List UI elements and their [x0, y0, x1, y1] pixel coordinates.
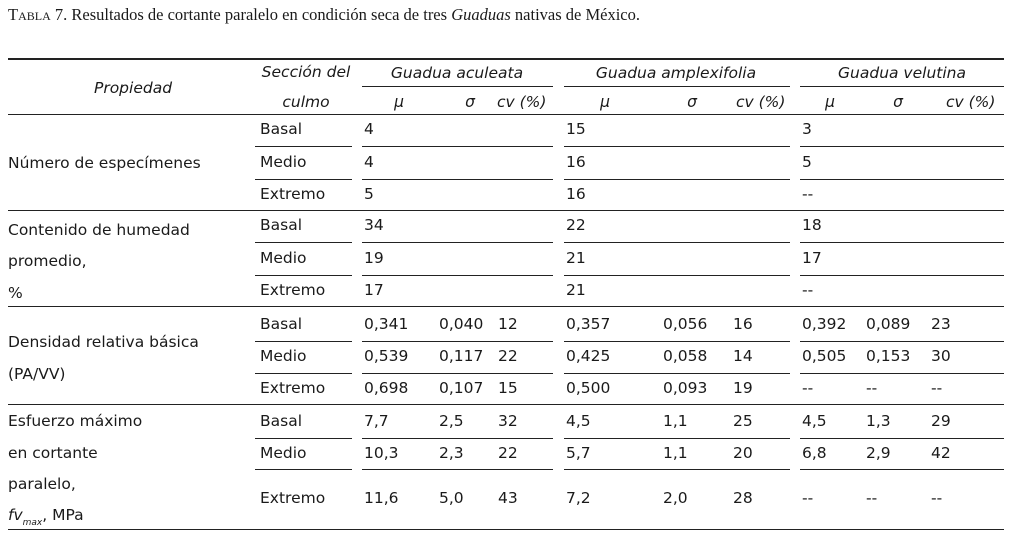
species-underline — [800, 86, 1004, 87]
row-divider — [255, 146, 352, 147]
row-divider — [362, 242, 553, 243]
table-cell-value: 16 — [566, 153, 586, 171]
row-divider — [362, 341, 553, 342]
table-cell-value: 43 — [498, 489, 518, 507]
section-label: Extremo — [260, 281, 326, 299]
section-label: Basal — [260, 120, 303, 138]
property-unit-label — [8, 508, 84, 528]
table-cell-value: 0,107 — [439, 379, 484, 397]
header-stat-label: σ — [893, 93, 903, 111]
section-label: Basal — [260, 315, 303, 333]
table-cell-value: 32 — [498, 412, 518, 430]
row-divider — [255, 179, 352, 180]
table-cell-value: 1,3 — [866, 412, 891, 430]
row-divider — [564, 242, 790, 243]
row-divider — [564, 438, 790, 439]
header-stat-label: cv (%) — [497, 93, 547, 111]
table-cell-value: 22 — [498, 347, 518, 365]
table-cell-value: 29 — [931, 412, 951, 430]
header-stat-label: σ — [465, 93, 475, 111]
table-cell-value: -- — [802, 281, 814, 299]
header-stat-label: cv (%) — [946, 93, 996, 111]
property-label: Contenido de humedad — [8, 221, 190, 239]
table-cell-value: 0,056 — [663, 315, 708, 333]
table-cell-value: 5 — [364, 185, 374, 203]
row-divider — [255, 373, 352, 374]
header-bottom-rule — [8, 114, 1004, 115]
table-cell-value: 14 — [733, 347, 753, 365]
table-cell-value: -- — [866, 489, 878, 507]
table-cell-value: 0,539 — [364, 347, 409, 365]
table-cell-value: 17 — [802, 249, 822, 267]
table-cell-value: 0,500 — [566, 379, 611, 397]
group-divider — [8, 306, 1004, 307]
table-cell-value: 7,7 — [364, 412, 389, 430]
table-cell-value: 2,0 — [663, 489, 688, 507]
table-cell-value: 0,505 — [802, 347, 847, 365]
property-label: (PA/VV) — [8, 365, 66, 383]
table-cell-value: 0,153 — [866, 347, 911, 365]
table-cell-value: -- — [931, 379, 943, 397]
table-cell-value: 4,5 — [802, 412, 827, 430]
row-divider — [564, 179, 790, 180]
group-divider — [8, 210, 1004, 211]
section-label: Medio — [260, 444, 307, 462]
header-stat-label: σ — [687, 93, 697, 111]
caption-label: Tabla 7. — [8, 5, 68, 24]
table-cell-value: 5 — [802, 153, 812, 171]
header-species-aculeata: Guadua aculeata — [390, 64, 524, 82]
section-label: Extremo — [260, 379, 326, 397]
table-cell-value: 23 — [931, 315, 951, 333]
table-cell-value: 19 — [733, 379, 753, 397]
row-divider — [362, 179, 553, 180]
row-divider — [255, 242, 352, 243]
table-cell-value: 5,7 — [566, 444, 591, 462]
caption-text-end: nativas de México. — [514, 5, 640, 24]
table-cell-value: 4 — [364, 153, 374, 171]
table-cell-value: 3 — [802, 120, 812, 138]
row-divider — [564, 146, 790, 147]
table-cell-value: -- — [931, 489, 943, 507]
row-divider — [564, 341, 790, 342]
table-cell-value: 10,3 — [364, 444, 399, 462]
row-divider — [564, 373, 790, 374]
property-label: promedio, — [8, 252, 87, 270]
section-label: Basal — [260, 412, 303, 430]
table-cell-value: 5,0 — [439, 489, 464, 507]
table-cell-value: 0,392 — [802, 315, 847, 333]
table-cell-value: 1,1 — [663, 444, 688, 462]
table-cell-value: 21 — [566, 249, 586, 267]
table-top-rule — [8, 58, 1004, 60]
row-divider — [800, 373, 1004, 374]
table-cell-value: -- — [802, 185, 814, 203]
table-cell-value: 2,9 — [866, 444, 891, 462]
table-cell-value: 7,2 — [566, 489, 591, 507]
property-label: % — [8, 284, 23, 302]
header-species-amplexifolia: Guadua amplexifolia — [595, 64, 757, 82]
table-cell-value: 0,698 — [364, 379, 409, 397]
table-cell-value: 0,058 — [663, 347, 708, 365]
table-cell-value: 4,5 — [566, 412, 591, 430]
property-label: paralelo, — [8, 475, 76, 493]
table-cell-value: 0,341 — [364, 315, 409, 333]
property-symbol-subscript: max — [22, 518, 43, 528]
header-species-velutina: Guadua velutina — [838, 64, 966, 82]
header-property: Propiedad — [93, 79, 173, 97]
table-cell-value: 17 — [364, 281, 384, 299]
row-divider — [800, 438, 1004, 439]
table-cell-value: 0,425 — [566, 347, 611, 365]
row-divider — [800, 179, 1004, 180]
table-cell-value: 2,5 — [439, 412, 464, 430]
property-symbol: fv — [8, 506, 23, 524]
row-divider — [564, 469, 790, 470]
table-cell-value: 0,040 — [439, 315, 484, 333]
property-label: en cortante — [8, 444, 98, 462]
row-divider — [800, 469, 1004, 470]
section-label: Medio — [260, 347, 307, 365]
table-cell-value: 0,093 — [663, 379, 708, 397]
row-divider — [800, 242, 1004, 243]
header-stat-label: μ — [825, 93, 835, 111]
table-cell-value: 16 — [566, 185, 586, 203]
table-cell-value: 6,8 — [802, 444, 827, 462]
species-underline — [362, 86, 553, 87]
section-label: Medio — [260, 249, 307, 267]
table-cell-value: 30 — [931, 347, 951, 365]
table-cell-value: 0,089 — [866, 315, 911, 333]
row-divider — [564, 275, 790, 276]
table-cell-value: 25 — [733, 412, 753, 430]
table-cell-value: 16 — [733, 315, 753, 333]
row-divider — [800, 341, 1004, 342]
header-stat-label: μ — [394, 93, 404, 111]
table-cell-value: 11,6 — [364, 489, 399, 507]
table-cell-value: -- — [802, 379, 814, 397]
section-label: Extremo — [260, 185, 326, 203]
table-cell-value: 21 — [566, 281, 586, 299]
caption-italic: Guaduas — [451, 5, 511, 24]
header-stat-label: μ — [600, 93, 610, 111]
row-divider — [362, 373, 553, 374]
section-label: Extremo — [260, 489, 326, 507]
table-cell-value: 1,1 — [663, 412, 688, 430]
table-cell-value: 0,117 — [439, 347, 484, 365]
table-cell-value: 18 — [802, 216, 822, 234]
table-cell-value: 22 — [498, 444, 518, 462]
header-section-line1: Sección del — [261, 63, 351, 81]
row-divider — [255, 469, 352, 470]
property-label: Densidad relativa básica — [8, 333, 199, 351]
table-bottom-rule — [8, 529, 1004, 530]
row-divider — [362, 469, 553, 470]
property-label: Esfuerzo máximo — [8, 412, 143, 430]
property-label: Número de especímenes — [8, 154, 201, 172]
table-cell-value: 4 — [364, 120, 374, 138]
row-divider — [362, 438, 553, 439]
row-divider — [800, 146, 1004, 147]
row-divider — [800, 275, 1004, 276]
row-divider — [362, 275, 553, 276]
section-label: Basal — [260, 216, 303, 234]
caption-text: Resultados de cortante paralelo en condición seca de tres — [71, 5, 448, 24]
table-caption — [8, 5, 640, 25]
table-cell-value: 19 — [364, 249, 384, 267]
table-cell-value: 20 — [733, 444, 753, 462]
table-cell-value: -- — [866, 379, 878, 397]
table-cell-value: -- — [802, 489, 814, 507]
row-divider — [255, 341, 352, 342]
table-cell-value: 42 — [931, 444, 951, 462]
property-unit: , MPa — [42, 506, 84, 524]
section-label: Medio — [260, 153, 307, 171]
table-cell-value: 22 — [566, 216, 586, 234]
header-section-line2: culmo — [282, 93, 330, 111]
header-stat-label: cv (%) — [736, 93, 786, 111]
table-cell-value: 15 — [498, 379, 518, 397]
row-divider — [255, 438, 352, 439]
table-cell-value: 15 — [566, 120, 586, 138]
group-divider — [8, 404, 1004, 405]
species-underline — [564, 86, 790, 87]
table-cell-value: 2,3 — [439, 444, 464, 462]
table-cell-value: 0,357 — [566, 315, 611, 333]
table-cell-value: 34 — [364, 216, 384, 234]
row-divider — [255, 275, 352, 276]
row-divider — [362, 146, 553, 147]
table-cell-value: 28 — [733, 489, 753, 507]
table-cell-value: 12 — [498, 315, 518, 333]
